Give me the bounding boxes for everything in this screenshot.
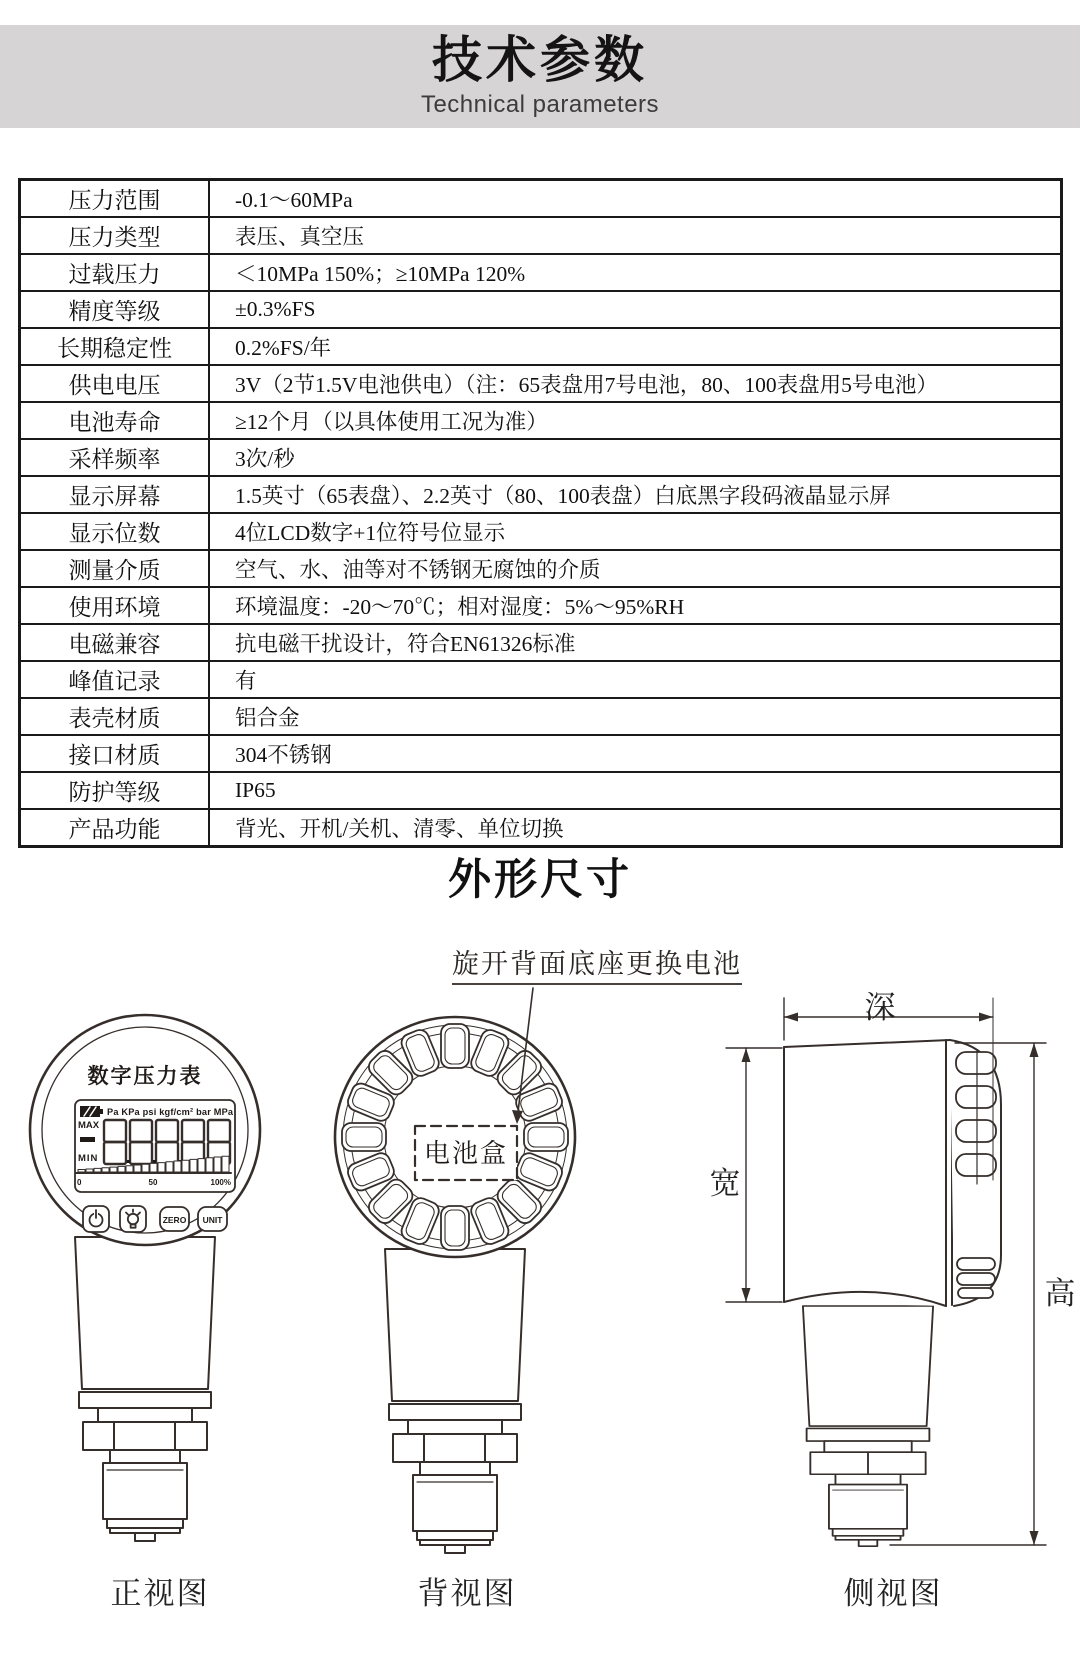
spec-value: ＜10MPa 150%；≥10MPa 120% [209, 254, 1062, 291]
power-button [83, 1206, 109, 1232]
table-row [20, 624, 1062, 661]
table-row [20, 735, 1062, 772]
spec-value: 有 [209, 661, 1062, 698]
spec-label: 电池寿命 [20, 402, 210, 439]
side-pressure-connector [803, 1306, 933, 1546]
spec-label: 显示屏幕 [20, 476, 210, 513]
lcd-units-label: Pa KPa psi kgf/cm² bar MPa [107, 1107, 234, 1117]
table-row [20, 217, 1062, 254]
table-row [20, 439, 1062, 476]
table-row [20, 550, 1062, 587]
spec-label: 显示位数 [20, 513, 210, 550]
side-view-caption: 侧视图 [843, 1576, 943, 1611]
front-pressure-connector [75, 1237, 215, 1541]
table-row [20, 587, 1062, 624]
spec-value: 3V（2节1.5V电池供电）（注：65表盘用7号电池，80、100表盘用5号电池） [209, 365, 1062, 402]
page-title: 技术参数 [432, 32, 648, 89]
spec-label: 过载压力 [20, 254, 210, 291]
table-row [20, 809, 1062, 847]
front-view-drawing [10, 1000, 300, 1560]
spec-label: 电磁兼容 [20, 624, 210, 661]
depth-label: 深 [864, 990, 896, 1025]
lcd-scale-0: 0 [77, 1178, 82, 1187]
back-pressure-connector [385, 1249, 525, 1553]
header-band [0, 25, 1080, 128]
lcd-min-label: MIN [78, 1153, 99, 1164]
bezel-ribs [956, 1050, 996, 1298]
backlight-button [120, 1206, 146, 1232]
spec-value: 0.2%FS/年 [209, 328, 1062, 365]
zero-button-label: ZERO [162, 1215, 187, 1225]
spec-value: 1.5英寸（65表盘）、2.2英寸（80、100表盘）白底黑字段码液晶显示屏 [209, 476, 1062, 513]
spec-table [18, 178, 1063, 848]
spec-label: 防护等级 [20, 772, 210, 809]
spec-value: 铝合金 [209, 698, 1062, 735]
height-label: 高 [1044, 1276, 1076, 1311]
spec-value: ±0.3%FS [209, 291, 1062, 328]
section-title-dimensions: 外形尺寸 [448, 856, 632, 904]
lcd-minus-sign [80, 1137, 95, 1142]
zero-button [160, 1207, 189, 1231]
table-row [20, 180, 1062, 218]
spec-label: 精度等级 [20, 291, 210, 328]
table-row [20, 328, 1062, 365]
spec-value: IP65 [209, 772, 1062, 809]
spec-value: ≥12个月（以具体使用工况为准） [209, 402, 1062, 439]
spec-label: 接口材质 [20, 735, 210, 772]
spec-label: 峰值记录 [20, 661, 210, 698]
table-row [20, 661, 1062, 698]
table-row [20, 365, 1062, 402]
spec-label: 压力类型 [20, 217, 210, 254]
battery-icon [80, 1106, 103, 1117]
back-view-caption: 背视图 [417, 1576, 517, 1611]
table-row [20, 476, 1062, 513]
spec-value: -0.1～60MPa [209, 180, 1062, 218]
lcd-scale-100: 100% [210, 1178, 231, 1187]
spec-value: 环境温度：-20～70℃；相对湿度：5%～95%RH [209, 587, 1062, 624]
lcd-scale-50: 50 [148, 1178, 158, 1187]
table-row [20, 291, 1062, 328]
side-view-drawing [700, 940, 1080, 1560]
spec-label: 产品功能 [20, 809, 210, 847]
spec-label: 供电电压 [20, 365, 210, 402]
spec-label: 表壳材质 [20, 698, 210, 735]
table-row [20, 402, 1062, 439]
table-row [20, 772, 1062, 809]
spec-label: 采样频率 [20, 439, 210, 476]
lcd-max-label: MAX [78, 1120, 100, 1131]
spec-value: 抗电磁干扰设计，符合EN61326标准 [209, 624, 1062, 661]
spec-value: 4位LCD数字+1位符号位显示 [209, 513, 1062, 550]
battery-annotation: 旋开背面底座更换电池 [452, 942, 742, 985]
width-label: 宽 [709, 1166, 741, 1201]
table-row [20, 254, 1062, 291]
spec-value: 空气、水、油等对不锈钢无腐蚀的介质 [209, 550, 1062, 587]
spec-label: 长期稳定性 [20, 328, 210, 365]
spec-value: 背光、开机/关机、清零、单位切换 [209, 809, 1062, 847]
spec-label: 测量介质 [20, 550, 210, 587]
back-view-drawing [310, 940, 600, 1560]
spec-value: 3次/秒 [209, 439, 1062, 476]
page-subtitle: Technical parameters [420, 90, 660, 118]
table-row [20, 513, 1062, 550]
front-view-caption: 正视图 [110, 1576, 210, 1611]
battery-box-label: 电池盒 [423, 1139, 509, 1168]
lcd-display [75, 1100, 235, 1192]
table-row [20, 698, 1062, 735]
unit-button [198, 1207, 227, 1231]
gauge-title: 数字压力表 [87, 1065, 203, 1088]
spec-label: 压力范围 [20, 180, 210, 218]
spec-value: 表压、真空压 [209, 217, 1062, 254]
spec-value: 304不锈钢 [209, 735, 1062, 772]
spec-label: 使用环境 [20, 587, 210, 624]
unit-button-label: UNIT [202, 1215, 223, 1225]
